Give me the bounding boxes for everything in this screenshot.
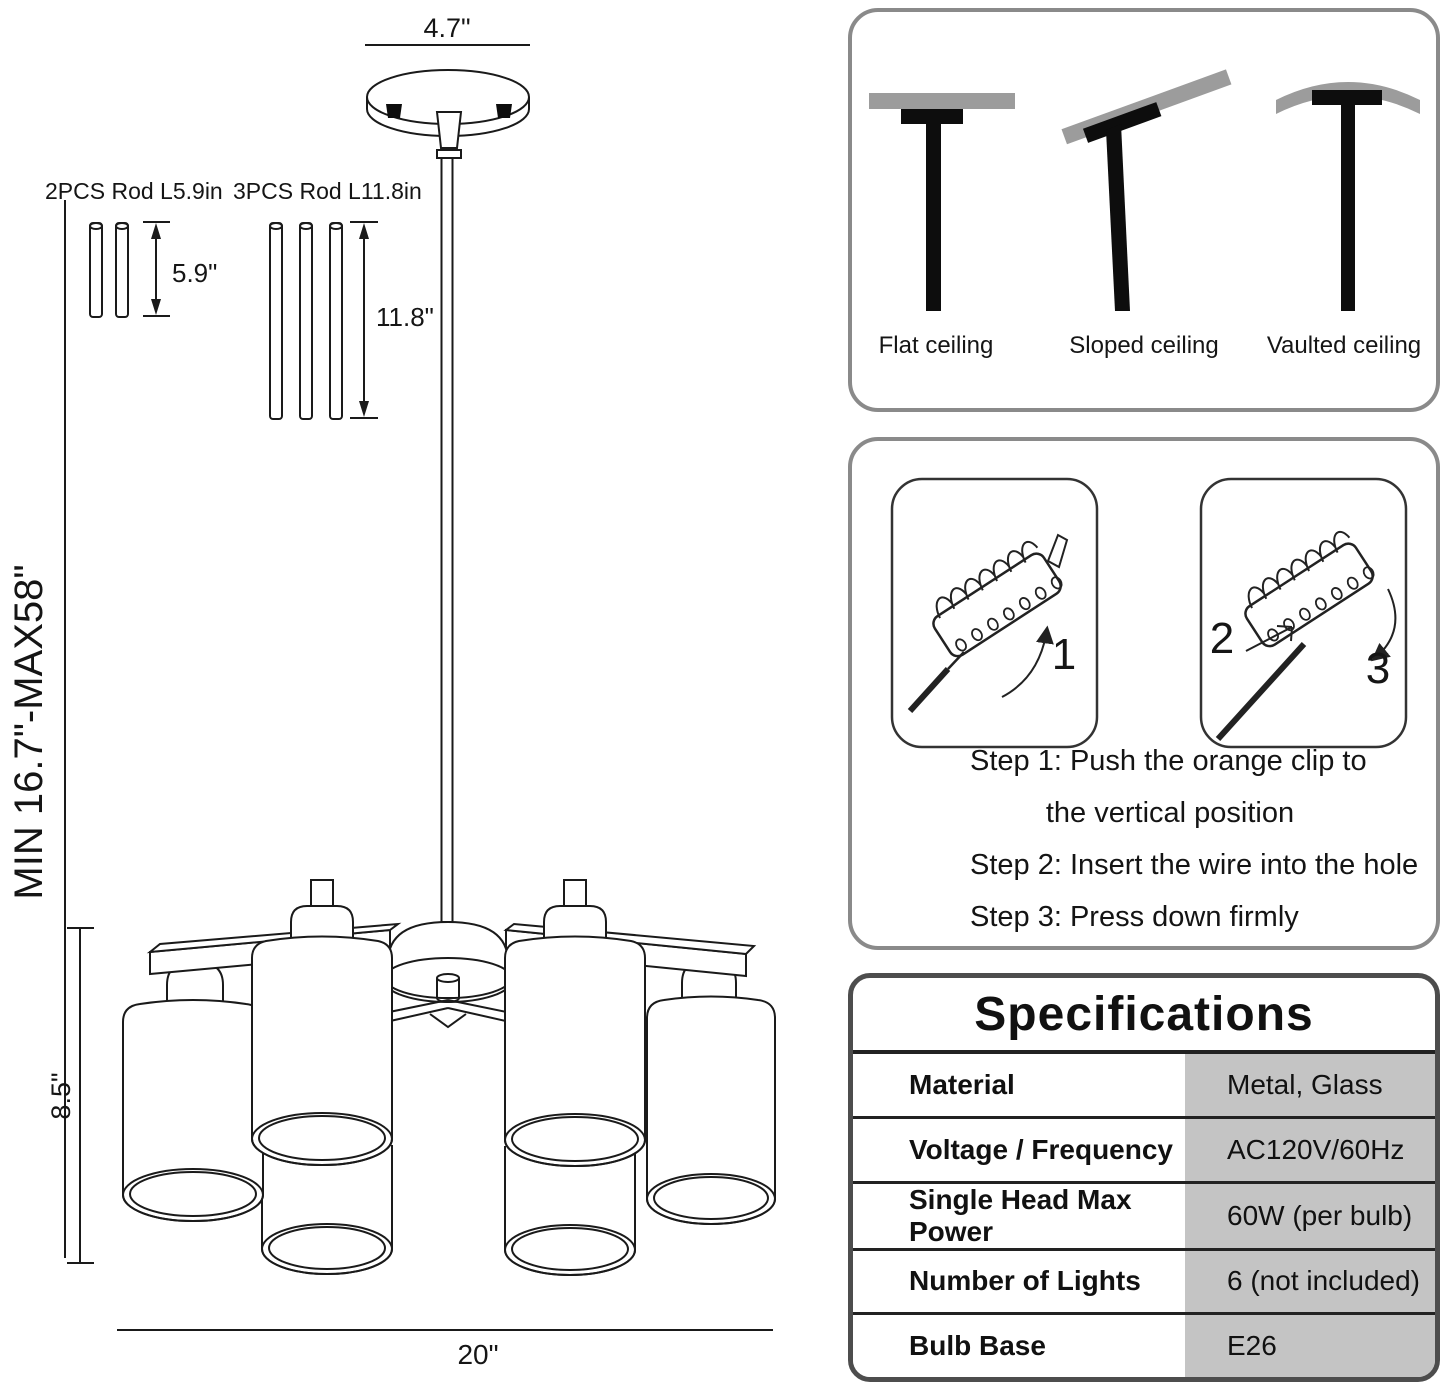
- spec-label: Number of Lights: [853, 1251, 1185, 1313]
- ceiling-types-panel: [848, 8, 1440, 412]
- canopy-width-label: 4.7": [423, 13, 471, 43]
- spec-label: Single Head Max Power: [853, 1184, 1185, 1248]
- spec-value: Metal, Glass: [1185, 1054, 1435, 1116]
- rod-set-3pcs-drawing: [270, 222, 378, 419]
- step-figure-1-number: 1: [1051, 630, 1077, 679]
- rod-3pcs-length-label: 11.8": [376, 302, 434, 332]
- step-1-text-line-2: the vertical position: [1045, 797, 1295, 829]
- rod-set-2pcs-drawing: [90, 222, 170, 317]
- step-figure-2-number: 2: [1209, 614, 1235, 663]
- height-range-label: MIN 16.7"-MAX58": [7, 564, 51, 900]
- spec-value: E26: [1185, 1315, 1435, 1377]
- sloped-ceiling-label: Sloped ceiling: [1069, 332, 1219, 359]
- canopy-screw-left: [386, 104, 402, 118]
- spec-row-number-of-lights: [853, 1251, 1435, 1316]
- spec-label: Voltage / Frequency: [853, 1119, 1185, 1181]
- spec-row-voltage: [853, 1119, 1435, 1184]
- down-rod-drawing: [442, 158, 453, 922]
- step-1-text-line-1: Step 1: Push the orange clip to: [970, 745, 1367, 777]
- chandelier-body-drawing: [123, 880, 775, 1275]
- spec-label: Bulb Base: [853, 1315, 1185, 1377]
- flat-ceiling-label: Flat ceiling: [878, 332, 994, 359]
- canopy-screw-right: [496, 104, 512, 118]
- spec-row-material: [853, 1054, 1435, 1119]
- specs-title: Specifications: [853, 978, 1435, 1054]
- fixture-width-label: 20": [457, 1339, 499, 1370]
- spec-label: Material: [853, 1054, 1185, 1116]
- flat-ceiling-icon: [869, 93, 1015, 311]
- step-2-text: Step 2: Insert the wire into the hole: [970, 849, 1419, 881]
- step-3-text: Step 3: Press down firmly: [970, 901, 1299, 933]
- step-figure-3-number: 3: [1365, 644, 1391, 693]
- spec-row-max-power: [853, 1184, 1435, 1251]
- rod-2pcs-label: 2PCS Rod L5.9in: [45, 178, 223, 204]
- spec-row-bulb-base: [853, 1315, 1435, 1377]
- ceiling-types-graphic: [852, 12, 1436, 408]
- vaulted-ceiling-label: Vaulted ceiling: [1266, 332, 1422, 359]
- spec-value: 6 (not included): [1185, 1251, 1435, 1313]
- spec-value: AC120V/60Hz: [1185, 1119, 1435, 1181]
- vaulted-ceiling-icon: [1276, 82, 1420, 311]
- rod-3pcs-label: 3PCS Rod L11.8in: [233, 178, 422, 204]
- shade-height-label: 8.5": [46, 1072, 76, 1120]
- spec-value: 60W (per bulb): [1185, 1184, 1435, 1248]
- installation-steps-panel: [848, 437, 1440, 950]
- rod-2pcs-length-label: 5.9": [172, 258, 218, 288]
- sloped-ceiling-icon: [1062, 69, 1232, 311]
- ceiling-canopy-drawing: [367, 70, 529, 158]
- specifications-panel: [848, 973, 1440, 1382]
